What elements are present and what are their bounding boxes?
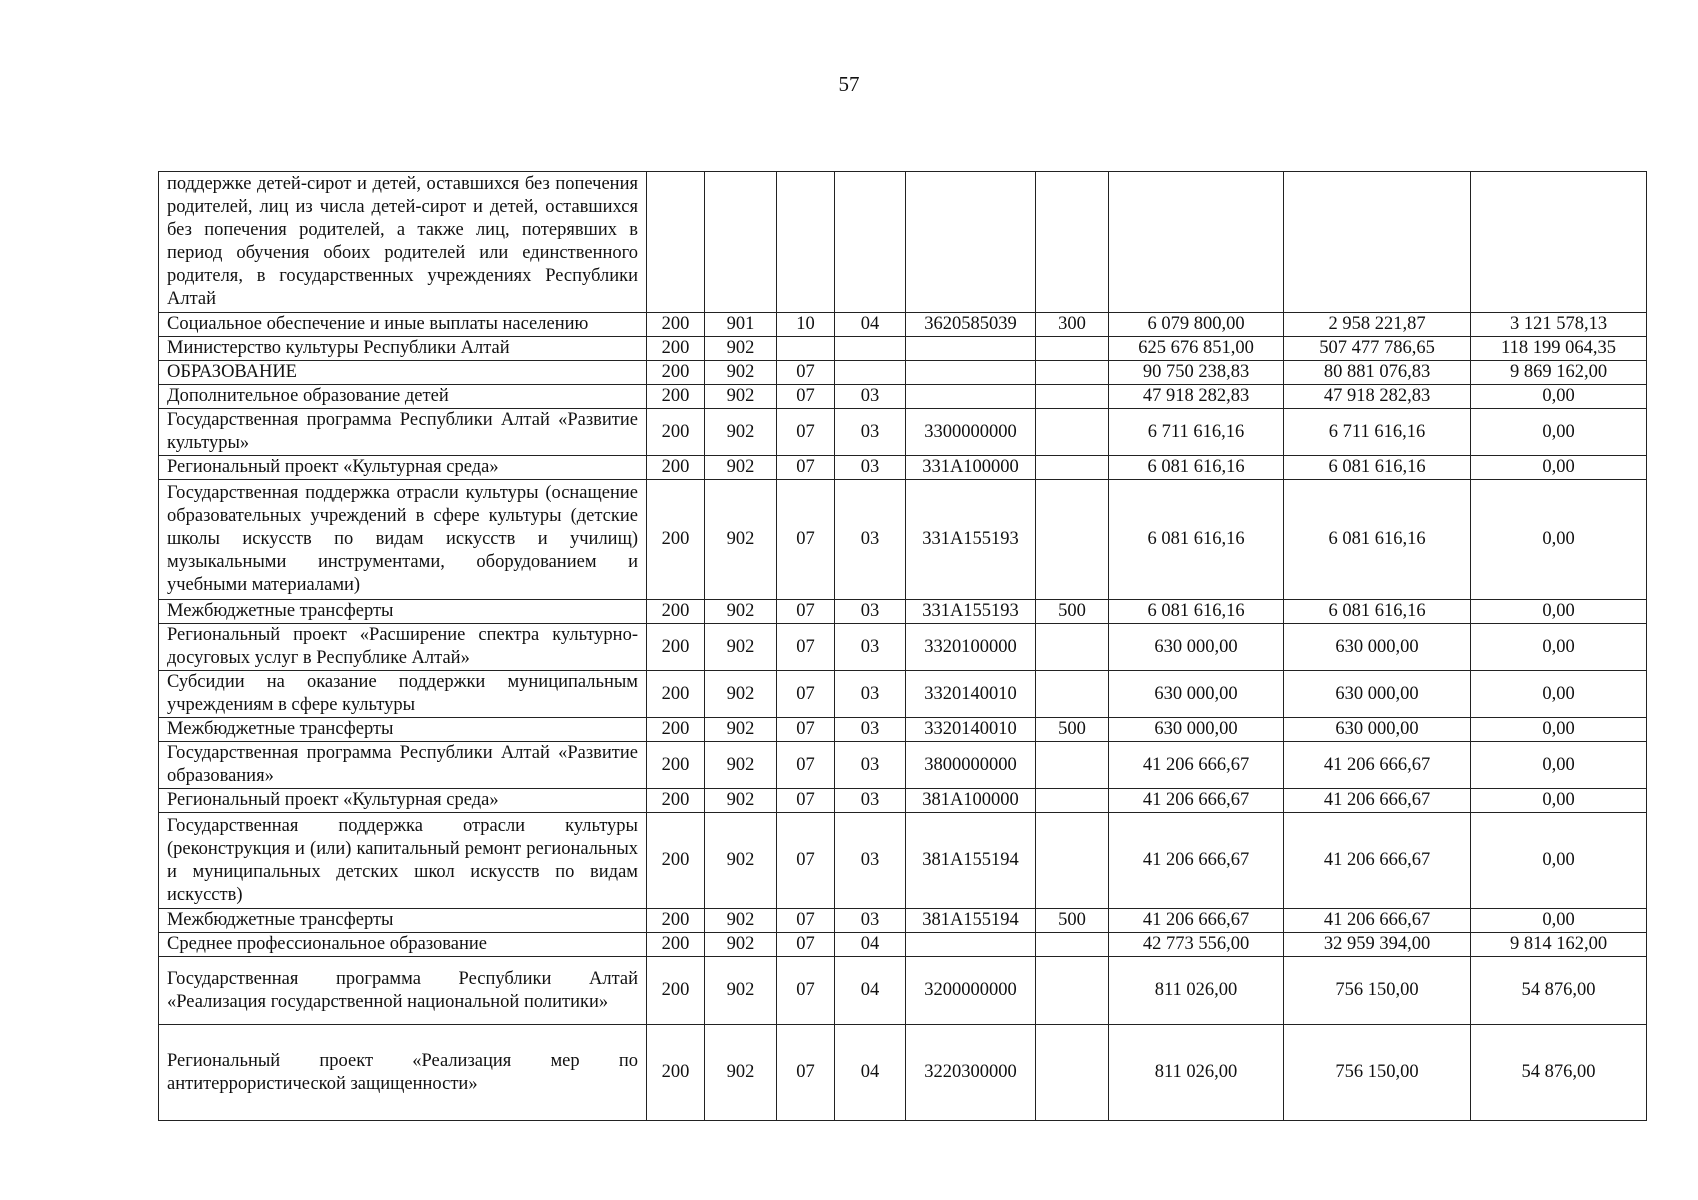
amount-remaining: 0,00	[1471, 456, 1647, 480]
table-row	[159, 337, 1647, 361]
amount-executed: 32 959 394,00	[1284, 933, 1471, 957]
amount-planned: 6 081 616,16	[1109, 600, 1284, 624]
expense-type-code	[1036, 813, 1109, 909]
amount-executed: 756 150,00	[1284, 1025, 1471, 1121]
budget-table-body	[159, 172, 1647, 1121]
expense-type-code	[1036, 957, 1109, 1025]
target-article-code: 3200000000	[906, 957, 1036, 1025]
ministry-code: 902	[705, 933, 777, 957]
amount-planned: 41 206 666,67	[1109, 909, 1284, 933]
amount-remaining: 0,00	[1471, 813, 1647, 909]
row-name: Государственная поддержка отрасли культуры (реконструкция и (или) капитальный ремонт региональных и муниципальных детских школ искусств по видам искусств)	[159, 813, 647, 909]
ministry-code: 902	[705, 718, 777, 742]
subsection-code	[835, 172, 906, 313]
amount-executed: 41 206 666,67	[1284, 789, 1471, 813]
section-code: 07	[777, 456, 835, 480]
amount-planned: 811 026,00	[1109, 957, 1284, 1025]
page-number: 57	[838, 72, 860, 96]
amount-executed: 507 477 786,65	[1284, 337, 1471, 361]
section-code: 07	[777, 480, 835, 600]
table-row	[159, 361, 1647, 385]
target-article-code: 381A100000	[906, 789, 1036, 813]
amount-executed: 630 000,00	[1284, 671, 1471, 718]
expense-type-code	[1036, 624, 1109, 671]
ministry-code: 902	[705, 742, 777, 789]
subsection-code: 03	[835, 671, 906, 718]
subsection-code: 03	[835, 480, 906, 600]
ministry-code: 902	[705, 813, 777, 909]
subsection-code: 03	[835, 909, 906, 933]
amount-remaining: 0,00	[1471, 600, 1647, 624]
amount-remaining: 54 876,00	[1471, 957, 1647, 1025]
table-row	[159, 718, 1647, 742]
amount-planned: 6 079 800,00	[1109, 313, 1284, 337]
kvsr-code: 200	[647, 813, 705, 909]
section-code: 07	[777, 933, 835, 957]
amount-remaining: 0,00	[1471, 480, 1647, 600]
amount-remaining: 3 121 578,13	[1471, 313, 1647, 337]
row-name: Министерство культуры Республики Алтай	[159, 337, 647, 361]
ministry-code: 902	[705, 456, 777, 480]
section-code: 07	[777, 600, 835, 624]
section-code: 07	[777, 789, 835, 813]
amount-remaining: 0,00	[1471, 624, 1647, 671]
amount-remaining: 54 876,00	[1471, 1025, 1647, 1121]
subsection-code: 04	[835, 1025, 906, 1121]
amount-planned: 6 081 616,16	[1109, 480, 1284, 600]
target-article-code: 331A155193	[906, 480, 1036, 600]
amount-remaining: 0,00	[1471, 742, 1647, 789]
amount-remaining: 0,00	[1471, 385, 1647, 409]
section-code: 07	[777, 385, 835, 409]
kvsr-code: 200	[647, 361, 705, 385]
section-code: 07	[777, 957, 835, 1025]
amount-planned	[1109, 172, 1284, 313]
amount-remaining: 9 869 162,00	[1471, 361, 1647, 385]
subsection-code	[835, 361, 906, 385]
amount-executed: 41 206 666,67	[1284, 813, 1471, 909]
kvsr-code: 200	[647, 456, 705, 480]
section-code: 10	[777, 313, 835, 337]
target-article-code: 381A155194	[906, 813, 1036, 909]
table-row	[159, 1025, 1647, 1121]
target-article-code: 3320140010	[906, 671, 1036, 718]
ministry-code: 902	[705, 337, 777, 361]
expense-type-code	[1036, 671, 1109, 718]
expense-type-code	[1036, 337, 1109, 361]
table-row	[159, 933, 1647, 957]
table-row	[159, 742, 1647, 789]
table-row	[159, 789, 1647, 813]
row-name: ОБРАЗОВАНИЕ	[159, 361, 647, 385]
amount-planned: 42 773 556,00	[1109, 933, 1284, 957]
row-name: Государственная программа Республики Алтай «Развитие культуры»	[159, 409, 647, 456]
amount-executed: 41 206 666,67	[1284, 742, 1471, 789]
row-name: поддержке детей-сирот и детей, оставшихся без попечения родителей, лиц из числа детей-сирот и детей, оставшихся без попечения родителей, а также лиц, потерявших в период обучения обоих родителей или единственного родителя, в государственных учреждениях Республики Алтай	[159, 172, 647, 313]
amount-executed: 47 918 282,83	[1284, 385, 1471, 409]
amount-planned: 6 711 616,16	[1109, 409, 1284, 456]
expense-type-code: 500	[1036, 600, 1109, 624]
target-article-code: 3800000000	[906, 742, 1036, 789]
expense-type-code: 300	[1036, 313, 1109, 337]
row-name: Государственная программа Республики Алтай «Развитие образования»	[159, 742, 647, 789]
amount-planned: 41 206 666,67	[1109, 789, 1284, 813]
target-article-code: 3220300000	[906, 1025, 1036, 1121]
amount-executed: 756 150,00	[1284, 957, 1471, 1025]
table-row	[159, 409, 1647, 456]
amount-remaining: 0,00	[1471, 909, 1647, 933]
kvsr-code: 200	[647, 385, 705, 409]
section-code: 07	[777, 1025, 835, 1121]
table-row	[159, 456, 1647, 480]
target-article-code	[906, 172, 1036, 313]
expense-type-code	[1036, 385, 1109, 409]
target-article-code: 3320100000	[906, 624, 1036, 671]
section-code: 07	[777, 361, 835, 385]
amount-executed	[1284, 172, 1471, 313]
kvsr-code: 200	[647, 1025, 705, 1121]
ministry-code: 902	[705, 671, 777, 718]
kvsr-code: 200	[647, 671, 705, 718]
subsection-code: 04	[835, 957, 906, 1025]
row-name: Региональный проект «Реализация мер по антитеррористической защищенности»	[159, 1025, 647, 1121]
expense-type-code	[1036, 361, 1109, 385]
amount-executed: 80 881 076,83	[1284, 361, 1471, 385]
amount-executed: 630 000,00	[1284, 718, 1471, 742]
row-name: Межбюджетные трансферты	[159, 909, 647, 933]
subsection-code: 03	[835, 624, 906, 671]
budget-table	[158, 171, 1647, 1121]
kvsr-code: 200	[647, 409, 705, 456]
amount-planned: 625 676 851,00	[1109, 337, 1284, 361]
amount-remaining: 0,00	[1471, 789, 1647, 813]
amount-planned: 41 206 666,67	[1109, 813, 1284, 909]
row-name: Субсидии на оказание поддержки муниципальным учреждениям в сфере культуры	[159, 671, 647, 718]
kvsr-code: 200	[647, 909, 705, 933]
kvsr-code: 200	[647, 933, 705, 957]
section-code: 07	[777, 624, 835, 671]
expense-type-code	[1036, 456, 1109, 480]
kvsr-code: 200	[647, 742, 705, 789]
subsection-code	[835, 337, 906, 361]
section-code: 07	[777, 813, 835, 909]
subsection-code: 03	[835, 409, 906, 456]
row-name: Социальное обеспечение и иные выплаты населению	[159, 313, 647, 337]
kvsr-code: 200	[647, 480, 705, 600]
target-article-code: 331A155193	[906, 600, 1036, 624]
kvsr-code: 200	[647, 337, 705, 361]
expense-type-code	[1036, 172, 1109, 313]
row-name: Региональный проект «Культурная среда»	[159, 789, 647, 813]
amount-planned: 630 000,00	[1109, 624, 1284, 671]
table-row	[159, 624, 1647, 671]
expense-type-code	[1036, 409, 1109, 456]
section-code: 07	[777, 718, 835, 742]
section-code: 07	[777, 671, 835, 718]
subsection-code: 03	[835, 742, 906, 789]
amount-remaining	[1471, 172, 1647, 313]
amount-remaining: 118 199 064,35	[1471, 337, 1647, 361]
row-name: Государственная поддержка отрасли культуры (оснащение образовательных учреждений в сфере культуры (детские школы искусств по видам искусств и училищ) музыкальными инструментами, оборудованием и учебными материалами)	[159, 480, 647, 600]
amount-planned: 811 026,00	[1109, 1025, 1284, 1121]
amount-planned: 90 750 238,83	[1109, 361, 1284, 385]
subsection-code: 03	[835, 718, 906, 742]
amount-planned: 630 000,00	[1109, 718, 1284, 742]
amount-executed: 41 206 666,67	[1284, 909, 1471, 933]
subsection-code: 03	[835, 456, 906, 480]
ministry-code: 902	[705, 624, 777, 671]
expense-type-code	[1036, 742, 1109, 789]
amount-executed: 6 081 616,16	[1284, 600, 1471, 624]
amount-executed: 6 711 616,16	[1284, 409, 1471, 456]
ministry-code: 901	[705, 313, 777, 337]
subsection-code: 03	[835, 789, 906, 813]
kvsr-code: 200	[647, 600, 705, 624]
amount-planned: 630 000,00	[1109, 671, 1284, 718]
table-row	[159, 957, 1647, 1025]
subsection-code: 03	[835, 813, 906, 909]
expense-type-code	[1036, 933, 1109, 957]
ministry-code	[705, 172, 777, 313]
amount-executed: 6 081 616,16	[1284, 480, 1471, 600]
amount-remaining: 0,00	[1471, 718, 1647, 742]
expense-type-code	[1036, 1025, 1109, 1121]
table-row	[159, 385, 1647, 409]
expense-type-code: 500	[1036, 909, 1109, 933]
kvsr-code	[647, 172, 705, 313]
row-name: Региональный проект «Культурная среда»	[159, 456, 647, 480]
amount-remaining: 9 814 162,00	[1471, 933, 1647, 957]
ministry-code: 902	[705, 957, 777, 1025]
kvsr-code: 200	[647, 624, 705, 671]
ministry-code: 902	[705, 1025, 777, 1121]
subsection-code: 04	[835, 933, 906, 957]
kvsr-code: 200	[647, 789, 705, 813]
amount-planned: 41 206 666,67	[1109, 742, 1284, 789]
section-code: 07	[777, 909, 835, 933]
kvsr-code: 200	[647, 313, 705, 337]
amount-remaining: 0,00	[1471, 671, 1647, 718]
amount-executed: 2 958 221,87	[1284, 313, 1471, 337]
ministry-code: 902	[705, 600, 777, 624]
row-name: Государственная программа Республики Алтай «Реализация государственной национальной политики»	[159, 957, 647, 1025]
ministry-code: 902	[705, 385, 777, 409]
expense-type-code: 500	[1036, 718, 1109, 742]
amount-planned: 47 918 282,83	[1109, 385, 1284, 409]
amount-executed: 630 000,00	[1284, 624, 1471, 671]
row-name: Региональный проект «Расширение спектра культурно-досуговых услуг в Республике Алтай»	[159, 624, 647, 671]
table-row	[159, 671, 1647, 718]
expense-type-code	[1036, 480, 1109, 600]
subsection-code: 03	[835, 600, 906, 624]
target-article-code	[906, 337, 1036, 361]
ministry-code: 902	[705, 480, 777, 600]
section-code: 07	[777, 742, 835, 789]
amount-executed: 6 081 616,16	[1284, 456, 1471, 480]
kvsr-code: 200	[647, 718, 705, 742]
subsection-code: 04	[835, 313, 906, 337]
kvsr-code: 200	[647, 957, 705, 1025]
section-code	[777, 172, 835, 313]
section-code	[777, 337, 835, 361]
expense-type-code	[1036, 789, 1109, 813]
target-article-code	[906, 361, 1036, 385]
table-row	[159, 909, 1647, 933]
table-row	[159, 813, 1647, 909]
row-name: Среднее профессиональное образование	[159, 933, 647, 957]
row-name: Межбюджетные трансферты	[159, 718, 647, 742]
target-article-code	[906, 385, 1036, 409]
table-row	[159, 600, 1647, 624]
target-article-code: 381A155194	[906, 909, 1036, 933]
table-row	[159, 480, 1647, 600]
target-article-code: 3620585039	[906, 313, 1036, 337]
table-row	[159, 313, 1647, 337]
ministry-code: 902	[705, 909, 777, 933]
subsection-code: 03	[835, 385, 906, 409]
table-row	[159, 172, 1647, 313]
row-name: Дополнительное образование детей	[159, 385, 647, 409]
amount-remaining: 0,00	[1471, 409, 1647, 456]
target-article-code: 3320140010	[906, 718, 1036, 742]
ministry-code: 902	[705, 789, 777, 813]
ministry-code: 902	[705, 409, 777, 456]
section-code: 07	[777, 409, 835, 456]
ministry-code: 902	[705, 361, 777, 385]
target-article-code: 331A100000	[906, 456, 1036, 480]
target-article-code: 3300000000	[906, 409, 1036, 456]
row-name: Межбюджетные трансферты	[159, 600, 647, 624]
amount-planned: 6 081 616,16	[1109, 456, 1284, 480]
target-article-code	[906, 933, 1036, 957]
